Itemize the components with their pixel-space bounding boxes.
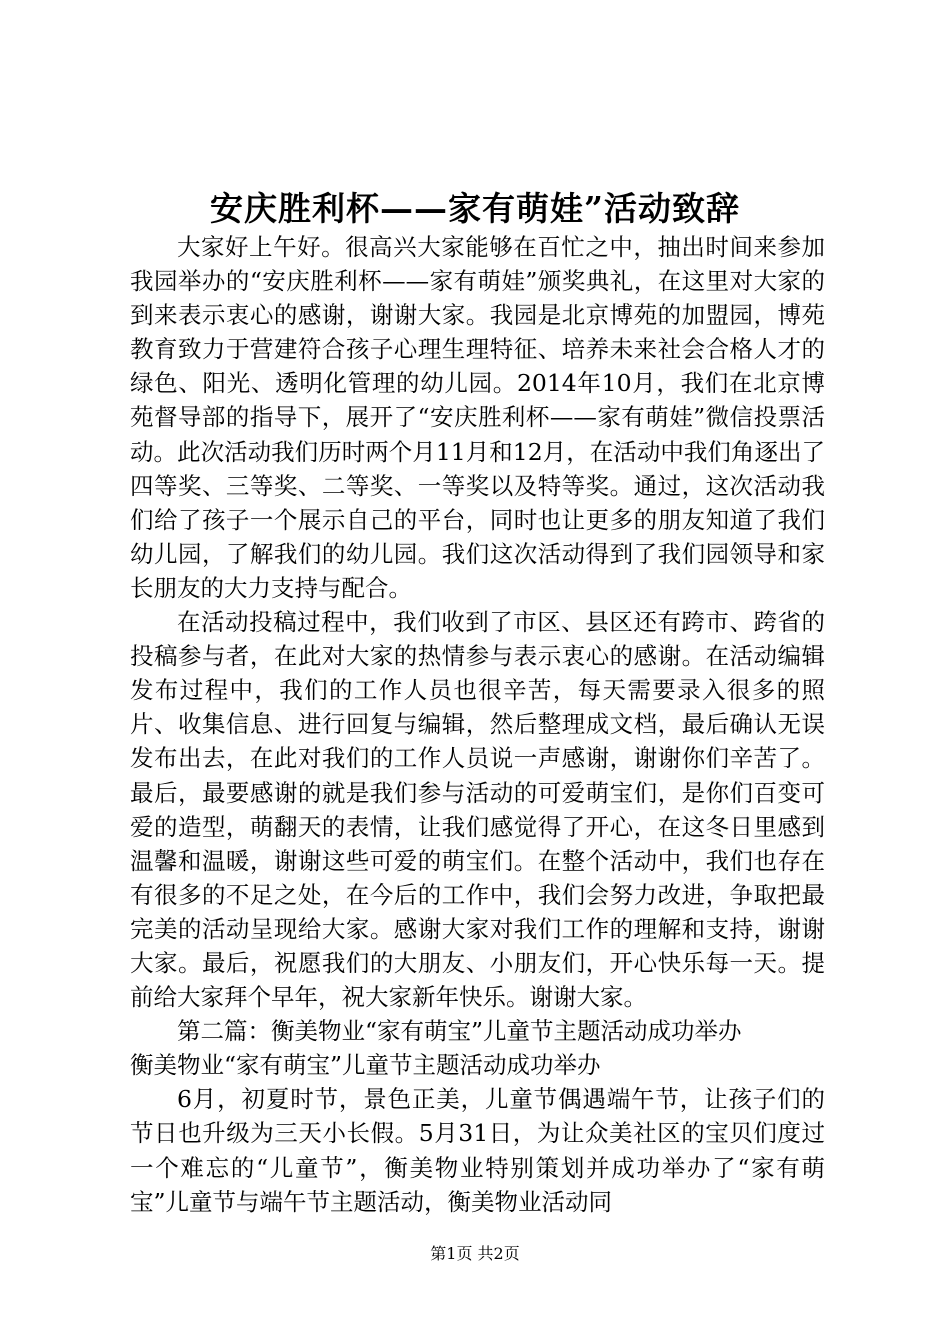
- page-footer: 第1页 共2页: [430, 1244, 520, 1263]
- section-heading-2: 第二篇：衡美物业“家有萌宝”儿童节主题活动成功举办: [177, 1017, 742, 1046]
- document-title: 安庆胜利杯——家有萌娃”活动致辞: [210, 189, 740, 228]
- paragraph-1: 大家好上午好。很高兴大家能够在百忙之中，抽出时间来参加我园举办的“安庆胜利杯——家有萌娃”颁奖典礼，在这里对大家的到来表示衷心的感谢，谢谢大家。我园是北京博苑的加盟园，博苑教育致力于营建符合孩子心理生理特征、培养未来社会合格人才的绿色、阳光、透明化管理的幼儿园。2014年10月，我们在北京博苑督导部的指导下，展开了“安庆胜利杯——家有萌娃”微信投票活动。此次活动我们历时两个月11月和12月，在活动中我们角逐出了四等奖、三等奖、二等奖、一等奖以及特等奖。通过，这次活动我们给了孩子一个展示自己的平台，同时也让更多的朋友知道了我们幼儿园，了解我们的幼儿园。我们这次活动得到了我们园领导和家长朋友的大力支持与配合。: [130, 233, 825, 602]
- document-body: [130, 230, 825, 1219]
- paragraph-3: 6月，初夏时节，景色正美，儿童节偶遇端午节，让孩子们的节日也升级为三天小长假。5月31日，为让众美社区的宝贝们度过一个难忘的“儿童节”，衡美物业特别策划并成功举办了“家有萌宝”儿童节与端午节主题活动，衡美物业活动同: [130, 1085, 825, 1216]
- section-subtitle: 衡美物业“家有萌宝”儿童节主题活动成功举办: [130, 1051, 601, 1080]
- paragraph-2: 在活动投稿过程中，我们收到了市区、县区还有跨市、跨省的投稿参与者，在此对大家的热情参与表示衷心的感谢。在活动编辑发布过程中，我们的工作人员也很辛苦，每天需要录入很多的照片、收集信息、进行回复与编辑，然后整理成文档，最后确认无误发布出去，在此对我们的工作人员说一声感谢，谢谢你们辛苦了。最后，最要感谢的就是我们参与活动的可爱萌宝们，是你们百变可爱的造型，萌翻天的表情，让我们感觉得了开心，在这冬日里感到温馨和温暖，谢谢这些可爱的萌宝们。在整个活动中，我们也存在有很多的不足之处，在今后的工作中，我们会努力改进，争取把最完美的活动呈现给大家。感谢大家对我们工作的理解和支持，谢谢大家。最后，祝愿我们的大朋友、小朋友们，开心快乐每一天。提前给大家拜个早年，祝大家新年快乐。谢谢大家。: [130, 608, 825, 1012]
